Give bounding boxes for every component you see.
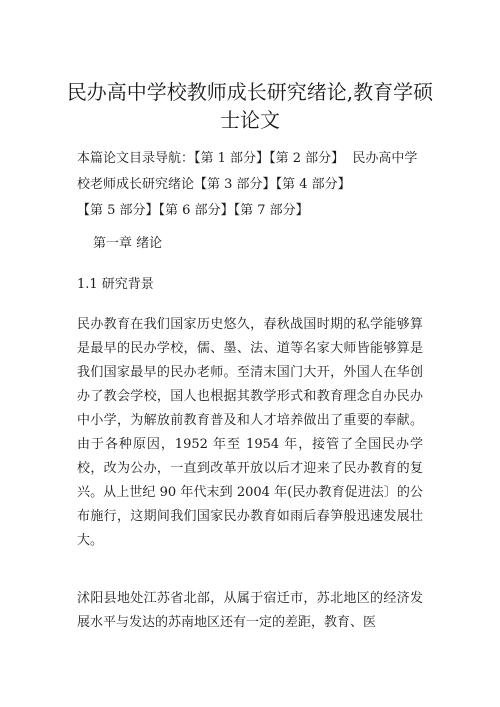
body-paragraph-2: 沭阳县地处江苏省北部，从属于宿迁市，苏北地区的经济发展水平与发达的苏南地区还有一定的差距，教育、医 [77,591,423,630]
document-title: 民办高中学校教师成长研究绪论,教育学硕士论文 [66,80,434,132]
nav-link-part-2[interactable]: 【第 2 部分】 [269,151,345,166]
table-of-contents-nav [77,146,423,224]
chapter-heading: 第一章 绪论 [93,236,163,251]
nav-link-current-article[interactable]: 民办高中学校老师成长研究绪论 [77,151,418,192]
nav-link-part-7[interactable]: 【第 7 部分】 [233,203,309,218]
nav-link-part-3[interactable]: 【第 3 部分】 [194,177,276,192]
nav-link-part-4[interactable]: 【第 4 部分】 [275,177,351,192]
section-heading: 1.1 研究背景 [77,277,154,292]
nav-link-part-1[interactable]: 【第 1 部分】 [194,151,270,166]
nav-link-part-6[interactable]: 【第 6 部分】 [158,203,234,218]
body-paragraph-1: 民办教育在我们国家历史悠久，春秋战国时期的私学能够算是最早的民办学校，儒、墨、法、道等名家大师皆能够算是我们国家最早的民办老师。至清末国门大开，外国人在华创办了教会学校，国人也根据其教学形式和教育理念自办民办中小学，为解放前教育普及和人才培养做出了重要的奉献。由于各种原因，1952 年至 1954 年，接管了全国民办学校，改为公办，一直到改革开放以后才迎来了民办教育的复兴。从上世纪 90 年代末到 2004 年(民办教育促进法〕的公布施行，这期间我们国家民办教育如雨后春笋般迅速发展壮大。 [77,317,423,548]
nav-link-part-5[interactable]: 【第 5 部分】 [77,203,159,218]
nav-prefix: 本篇论文目录导航： [77,151,195,166]
